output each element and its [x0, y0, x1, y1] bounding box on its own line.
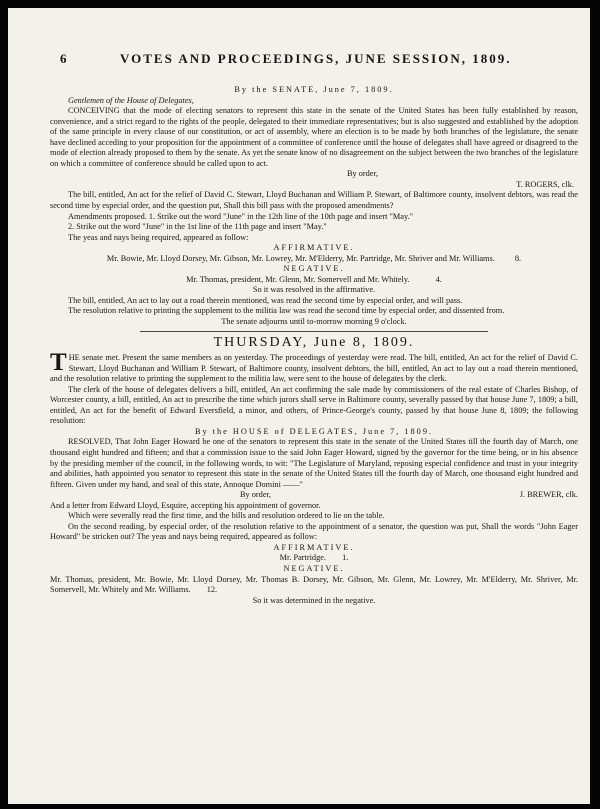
adjournment: The senate adjourns until to-morrow morning 9 o'clock. [221, 317, 407, 327]
howard-affirmative-count: 1. [342, 553, 349, 563]
negative-names [50, 275, 578, 286]
affirmative-names [50, 254, 578, 265]
affirmative-names-text: Mr. Bowie, Mr. Lloyd Dorsey, Mr. Gibson, Mr. Lowrey, Mr. M'Elderry, Mr. Partridge, Mr. Shriver and Mr. Williams. [106, 253, 495, 263]
house-by-order: By order, [240, 490, 272, 500]
negative-label: NEGATIVE. [283, 264, 345, 274]
running-title: VOTES AND PROCEEDINGS, JUNE SESSION, 1809. [120, 51, 512, 66]
clerk-delivers: The clerk of the house of delegates delivers a bill, entitled, An act confirming the sale made by commissioners of the real estate of Charles Bishop, of Worcester county, a bill, entitled, An act to prescribe the time which jurors shall serve in Baltimore county, severally passed by that house June 7, 1809; a bill, entitled, An act for the benefit of Edward Eversfield, a minor, and others, of Prince-George's county, passed by that house June 8, 1809; the following resolution: [50, 384, 578, 426]
negative-count: 4. [435, 274, 442, 284]
affirmative-label: AFFIRMATIVE. [273, 243, 355, 253]
read-first-time: Which were severally read the first time, and the bills and resolution ordered to lie on the table. [68, 511, 385, 521]
amendment-1: Amendments proposed. 1. Strike out the word "June" in the 12th line of the 10th page and insert "May." [68, 211, 414, 221]
salutation: Gentlemen of the House of Delegates, [68, 95, 194, 105]
page-body [50, 85, 578, 606]
howard-affirmative-names-text: Mr. Partridge. [279, 553, 326, 563]
howard-negative-count: 12. [206, 585, 218, 595]
stewart-bill-text: The bill, entitled, An act for the relief of David C. Stewart, Lloyd Buchanan and William P. Stewart, of Baltimore county, insolvent debtors, was read the second time by especial order, and the question put, Shall this bill pass with the proposed amendments? [50, 190, 578, 211]
section-rule [140, 331, 488, 332]
page-number: 6 [60, 51, 67, 66]
howard-affirmative-label: AFFIRMATIVE. [273, 542, 355, 552]
howard-negative-names-text: Mr. Thomas, president, Mr. Bowie, Mr. Lloyd Dorsey, Mr. Thomas B. Dorsey, Mr. Gibson, Mr. Glenn, Mr. Lowrey, Mr. M'Elderry, Mr. Shriver, Mr. Somervell, Mr. Whitely and Mr. Williams. [50, 574, 578, 595]
clerk-signature: T. ROGERS, clk. [516, 179, 574, 189]
road-bill: The bill, entitled, An act to lay out a road therein mentioned, was read the second time by especial order, and will pass. [68, 295, 463, 305]
lloyd-letter: And a letter from Edward Lloyd, Esquire, accepting his appointment of governor. [50, 500, 321, 510]
resolved-word: RESOLVED, [68, 437, 113, 447]
senate-message-heading: By the SENATE, June 7, 1809. [234, 85, 394, 94]
amendment-2: 2. Strike out the word "June" in the 1st line of the 11th page and insert "May." [68, 222, 327, 232]
drop-cap: T [50, 349, 67, 377]
document-page [8, 8, 590, 804]
house-clerk-signature: J. BREWER, clk. [519, 490, 578, 500]
house-signature-line [50, 490, 578, 501]
house-resolution [50, 437, 578, 490]
negative-names-text: Mr. Thomas, president, Mr. Glenn, Mr. Somervell and Mr. Whitely. [186, 274, 410, 284]
howard-vote-result: So it was determined in the negative. [252, 595, 376, 605]
house-resolution-text: That John Eager Howard be one of the senators to represent this state in the senate of the United States till the fourth day of March, one thousand eight hundred and fifteen; and that a commission issue to the said John Eager Howard, signed by the governor for the time being, or in his absence by the presiding member of the council, in the following words, to wit: "The Legislature of Maryland, reposing especial confidence and trust in your integrity and abilities, hath appointed you senator to represent this state in the senate of the United States till the fourth day of March, one thousand eight hundred and fifteen. Given under my hand, and seal of this state, Annoque Domini ——" [50, 437, 578, 489]
house-message-heading: By the HOUSE of DELEGATES, June 7, 1809. [194, 426, 434, 436]
resolution-result: So it was resolved in the affirmative. [252, 285, 376, 295]
by-order: By order, [346, 169, 378, 179]
howard-negative-label: NEGATIVE. [283, 564, 345, 574]
howard-affirmative-names [50, 553, 578, 564]
militia-resolution: The resolution relative to printing the supplement to the militia law was read the second time by especial order, and dissented from. [68, 306, 505, 316]
thursday-opening-text: HE senate met. Present the same members as on yesterday. The proceedings of yesterday were read. The bill, entitled, An act for the relief of David C. Stewart, Lloyd Buchanan and William P. Stewart, of Baltimore county, insolvent debtors, the bill, entitled, An act to lay out a road therein mentioned, and the resolution relative to printing the supplement to the militia law, were sent to the house of delegates by the clerk. [50, 353, 578, 384]
affirmative-count: 8. [514, 253, 522, 263]
thursday-opening [50, 349, 578, 385]
thursday-heading: THURSDAY, June 8, 1809. [213, 335, 415, 351]
senate-message-body: CONCEIVING that the mode of electing senators to represent this state in the senate of the United States has been fully established by reason, convenience, and a strict regard to the rights of the people, delegated to their immediate representatives; but is also suggested and established by the adoption of the same principle in every clause of our constitution, or act of assembly, where an election is to be made by both branches of the legislature, the senate have declined acceding to your proposition for the appointment of a committee of conference until the house of delegates shall have agreed or disagreed to the mode of election already proposed to them by the senate. As yet the senate know of no disagreement on the subject between the two branches of the legislature on which a committee of conference should be called upon to act. [50, 106, 578, 168]
yeas-nays-note: The yeas and nays being required, appeared as follow: [68, 232, 249, 242]
second-reading: On the second reading, by especial order, of the resolution relative to the appointment of a senator, the question was put, Shall the words "John Eager Howard" be stricken out? The yeas and nays being required, appeared as follow: [50, 521, 578, 542]
howard-negative-names [50, 575, 578, 596]
